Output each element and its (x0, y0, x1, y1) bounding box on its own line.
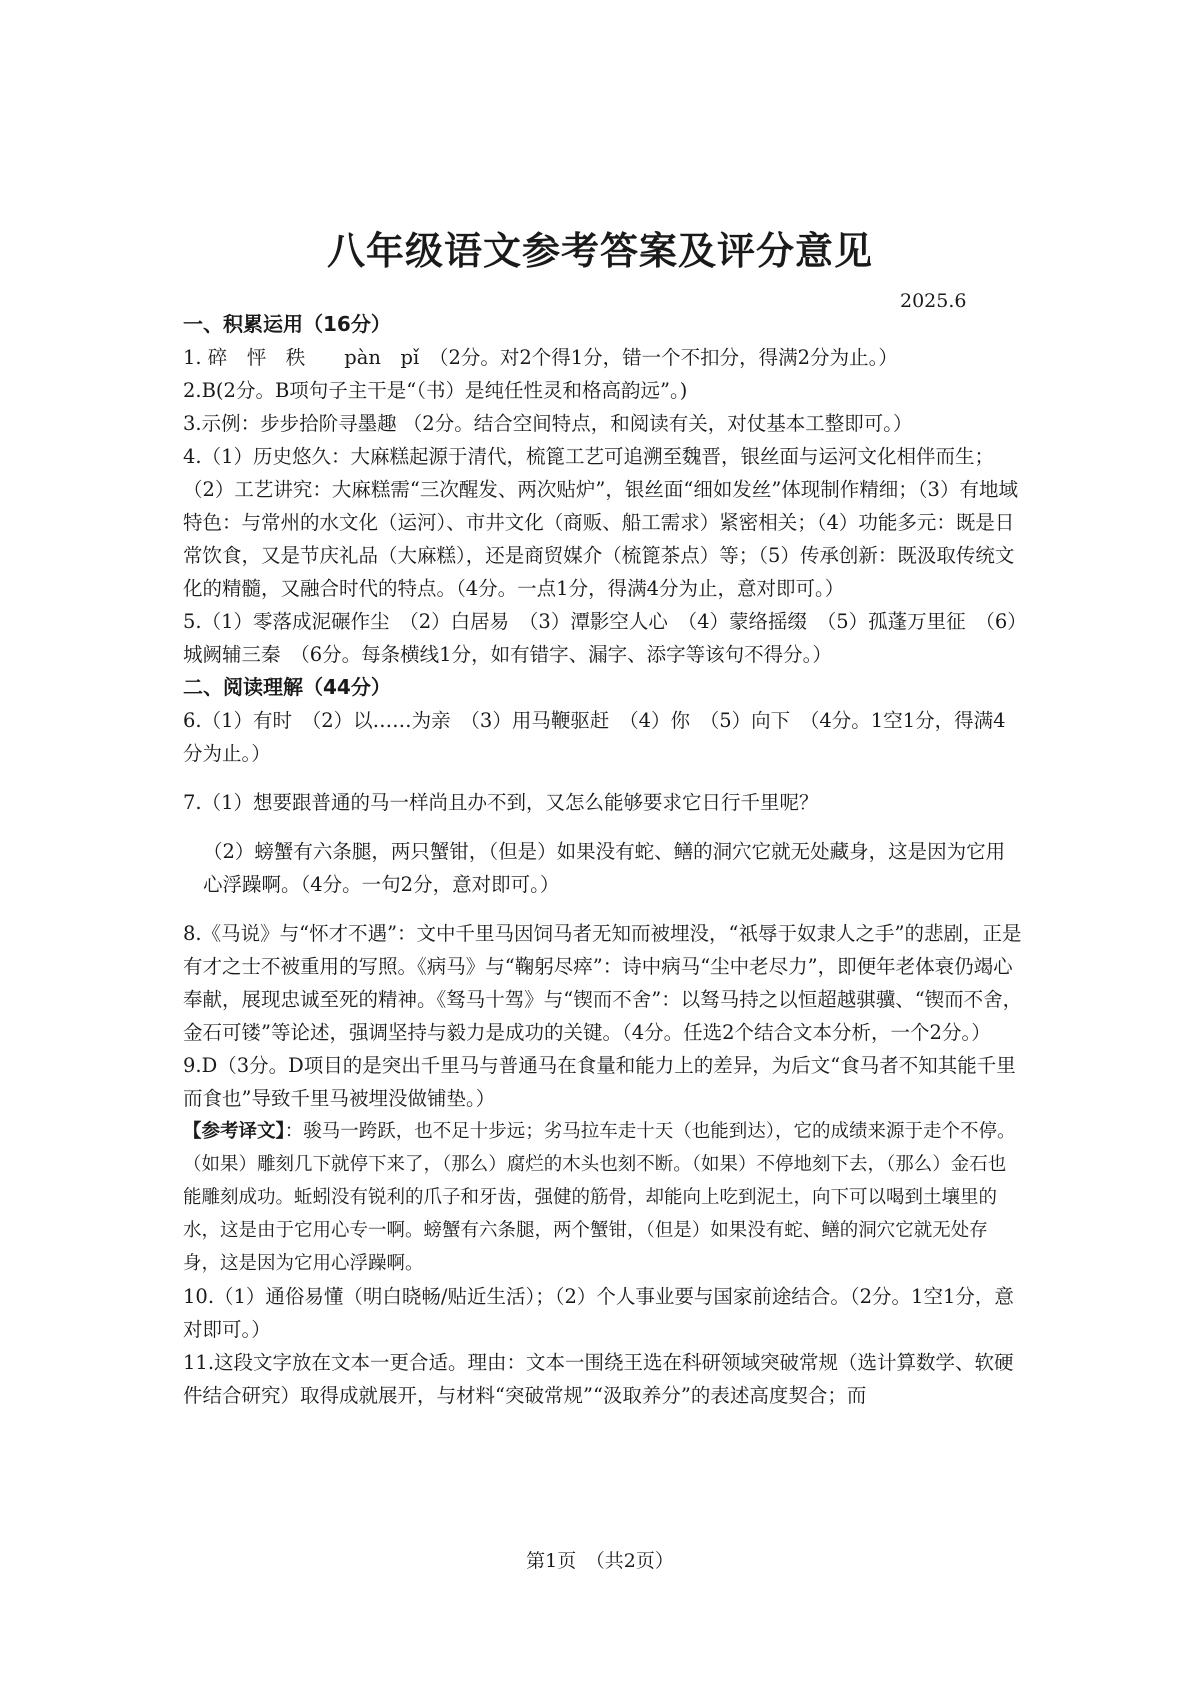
answer-content (183, 308, 1023, 1412)
page-number-footer: 第1页 （共2页） (526, 1550, 674, 1572)
answer-9: 9.D（3分。D项目的是突出千里马与普通马在食量和能力上的差异，为后文“食马者不知其能千里而食也”导致千里马被埋没做铺垫。） (183, 1054, 1016, 1110)
answer-8: 8.《马说》与“怀才不遇”：文中千里马因饲马者无知而被埋没，“祇辱于奴隶人之手”的悲剧，正是有才之士不被重用的写照。《病马》与“鞠躬尽瘁”：诗中病马“尘中老尽力”，即便年老体衰仍竭心奉献，展现忠诚至死的精神。《驽马十驾》与“锲而不舍”：以驽马持之以恒超越骐骥、“锲而不舍，金石可镂”等论述，强调坚持与毅力是成功的关键。（4分。任选2个结合文本分析，一个2分。） (183, 922, 1023, 1044)
reference-translation-label: 【参考译文】 (183, 1121, 285, 1142)
answer-11: 11.这段文字放在文本一更合适。理由：文本一围绕王选在科研领域突破常规（选计算数学、软硬件结合研究）取得成就展开，与材料“突破常规”“汲取养分”的表述高度契合；而 (183, 1351, 1014, 1407)
answer-4: 4.（1）历史悠久：大麻糕起源于清代，梳篦工艺可追溯至魏晋，银丝面与运河文化相伴而生；（2）工艺讲究：大麻糕需“三次醒发、两次贴炉”，银丝面“细如发丝”体现制作精细；（3）有地域特色：与常州的水文化（运河）、市井文化（商贩、船工需求）紧密相关；（4）功能多元：既是日常饮食，又是节庆礼品（大麻糕），还是商贸媒介（梳篦茶点）等；（5）传承创新：既汲取传统文化的精髓，又融合时代的特点。（4分。一点1分，得满4分为止，意对即可。） (183, 445, 1018, 600)
reference-translation (183, 1115, 1023, 1280)
answer-7-part1: 7.（1）想要跟普通的马一样尚且办不到，又怎么能够要求它日行千里呢？ (183, 791, 819, 814)
answer-10: 10.（1）通俗易懂（明白晓畅/贴近生活）；（2）个人事业要与国家前途结合。（2分。1空1分，意对即可。） (183, 1285, 1014, 1341)
section-heading-accumulation: 一、积累运用（16分） (183, 312, 391, 336)
page-title: 八年级语文参考答案及评分意见 (326, 229, 873, 273)
answer-1: 1. 碎 怦 秩 pàn pǐ （2分。对2个得1分，错一个不扣分，得满2分为止。） (183, 346, 898, 369)
reference-translation-text: ：骏马一跨跃，也不足十步远；劣马拉车走十天（也能到达），它的成绩来源于走个不停。（如果）雕刻几下就停下来了，（那么）腐烂的木头也刻不断。（如果）不停地刻下去，（那么）金石也能雕刻成功。蚯蚓没有锐利的爪子和牙齿，强健的筋骨，却能向上吃到泥土，向下可以喝到土壤里的水，这是由于它用心专一啊。螃蟹有六条腿，两个蟹钳，（但是）如果没有蛇、鳝的洞穴它就无处存身，这是因为它用心浮躁啊。 (183, 1121, 1016, 1274)
answer-2: 2.B(2分。B项句子主干是“（书）是纯任性灵和格高韵远”。) (183, 379, 688, 402)
answer-5: 5.（1）零落成泥碾作尘 （2）白居易 （3）潭影空人心 （4）蒙络摇缀 （5）孤蓬万里征 （6）城阙辅三秦 （6分。每条横线1分，如有错字、漏字、添字等该句不得分。） (183, 610, 1018, 666)
answer-7-part2: （2）螃蟹有六条腿，两只蟹钳，（但是）如果没有蛇、鳝的洞穴它就无处藏身，这是因为它用心浮躁啊。（4分。一句2分，意对即可。） (203, 840, 1006, 896)
answer-6: 6.（1）有时 （2）以……为亲 （3）用马鞭驱赶 （4）你 （5）向下 （4分。1空1分，得满4分为止。） (183, 709, 1006, 765)
section-heading-reading: 二、阅读理解（44分） (183, 675, 391, 699)
answer-3: 3.示例：步步拾阶寻墨趣 （2分。结合空间特点，和阅读有关，对仗基本工整即可。） (183, 412, 913, 435)
date-label: 2025.6 (900, 290, 967, 312)
